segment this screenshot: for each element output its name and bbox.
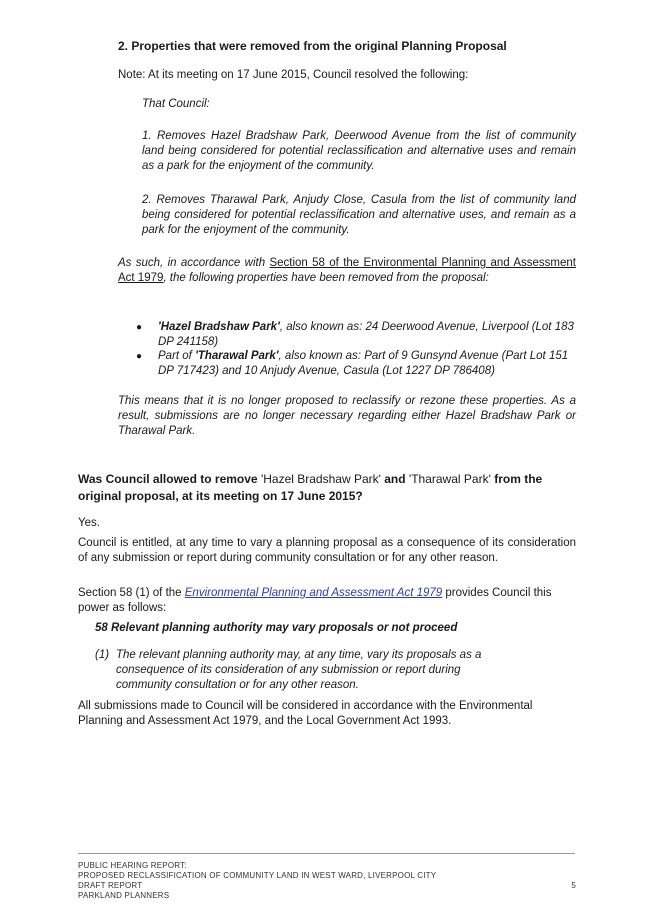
question-heading [78,471,578,505]
as-such-post: , the following properties have been removed from the proposal: [163,272,489,284]
bullet-icon: ● [136,351,143,362]
question-park1: 'Hazel Bradshaw Park' [260,472,381,486]
ep-act-link[interactable]: Environmental Planning and Assessment Act 1979 [184,587,443,599]
note-text: Note: At its meeting on 17 June 2015, Council resolved the following: [118,69,469,81]
means-paragraph: This means that it is no longer proposed to reclassify or rezone these properties. As a result, submissions are no longer necessary regarding either Hazel Bradshaw Park or Tharawal Park. [118,395,576,437]
quote-number: (1) [95,649,110,661]
s58-pre: Section 58 (1) of the [78,587,185,599]
page-footer [78,861,548,901]
footer-line-3: DRAFT REPORT [78,881,143,890]
footer-line-1: PUBLIC HEARING REPORT: [78,861,187,870]
footer-line-4: PARKLAND PLANNERS [78,891,170,900]
footer-divider [78,853,575,854]
bullet-item-1 [136,320,576,350]
question-part1: Was Council allowed to remove [78,472,261,486]
question-and: and [380,472,409,486]
closing-paragraph: All submissions made to Council will be considered in accordance with the Environmental Planning and Assessment Act 1979, and the Local Government Act 1993. [78,700,533,727]
quote-heading: 58 Relevant planning authority may vary proposals or not proceed [95,622,458,634]
s58-post: provides Council this power as follows: [78,587,552,614]
section-58-reference: Section 58 of the Environmental Planning and Assessment Act 1979 [118,257,576,284]
page-number: 5 [571,881,576,890]
resolution-2: 2. Removes Tharawal Park, Anjudy Close, Casula from the list of community land being considered for potential reclassification and alternative uses, and remain as a park for the enjoyment of the community. [142,194,576,236]
bullet-2-prefix: Part of [158,350,196,362]
as-such-paragraph [118,256,576,286]
bullet-icon: ● [136,322,143,333]
section-58-paragraph [78,586,576,616]
question-park2: 'Tharawal Park' [408,472,491,486]
quote-body: The relevant planning authority may, at any time, vary its proposals as a consequence of its consideration of any submission or report during community consultation or for any other reason. [116,649,482,691]
footer-line-2: PROPOSED RECLASSIFICATION OF COMMUNITY LAND IN WEST WARD, LIVERPOOL CITY [78,871,437,880]
bullet-item-2 [136,349,576,379]
entitled-paragraph: Council is entitled, at any time to vary a planning proposal as a consequence of its consideration of any submission or report during community consultation or for any other reason. [78,537,576,564]
answer-yes: Yes. [78,517,100,529]
bullet-2-name: 'Tharawal Park' [195,350,279,362]
bullet-1-rest: , also known as: 24 Deerwood Avenue, Liverpool (Lot 183 DP 241158) [158,321,574,348]
that-council-text: That Council: [142,98,210,110]
as-such-pre: As such, in accordance with [118,257,270,269]
resolution-1: 1. Removes Hazel Bradshaw Park, Deerwood Avenue from the list of community land being considered for potential reclassification and alternative uses and remain as a park for the enjoyment of the community. [142,130,576,172]
bullet-1-name: 'Hazel Bradshaw Park' [158,321,280,333]
section-heading: 2. Properties that were removed from the original Planning Proposal [118,39,507,53]
bullet-2-rest: , also known as: Part of 9 Gunsynd Avenue (Part Lot 151 DP 717423) and 10 Anjudy Avenue, Casula (Lot 1227 DP 786408) [158,350,569,377]
question-part2: from the original proposal, at its meeting on 17 June 2015? [78,472,543,503]
